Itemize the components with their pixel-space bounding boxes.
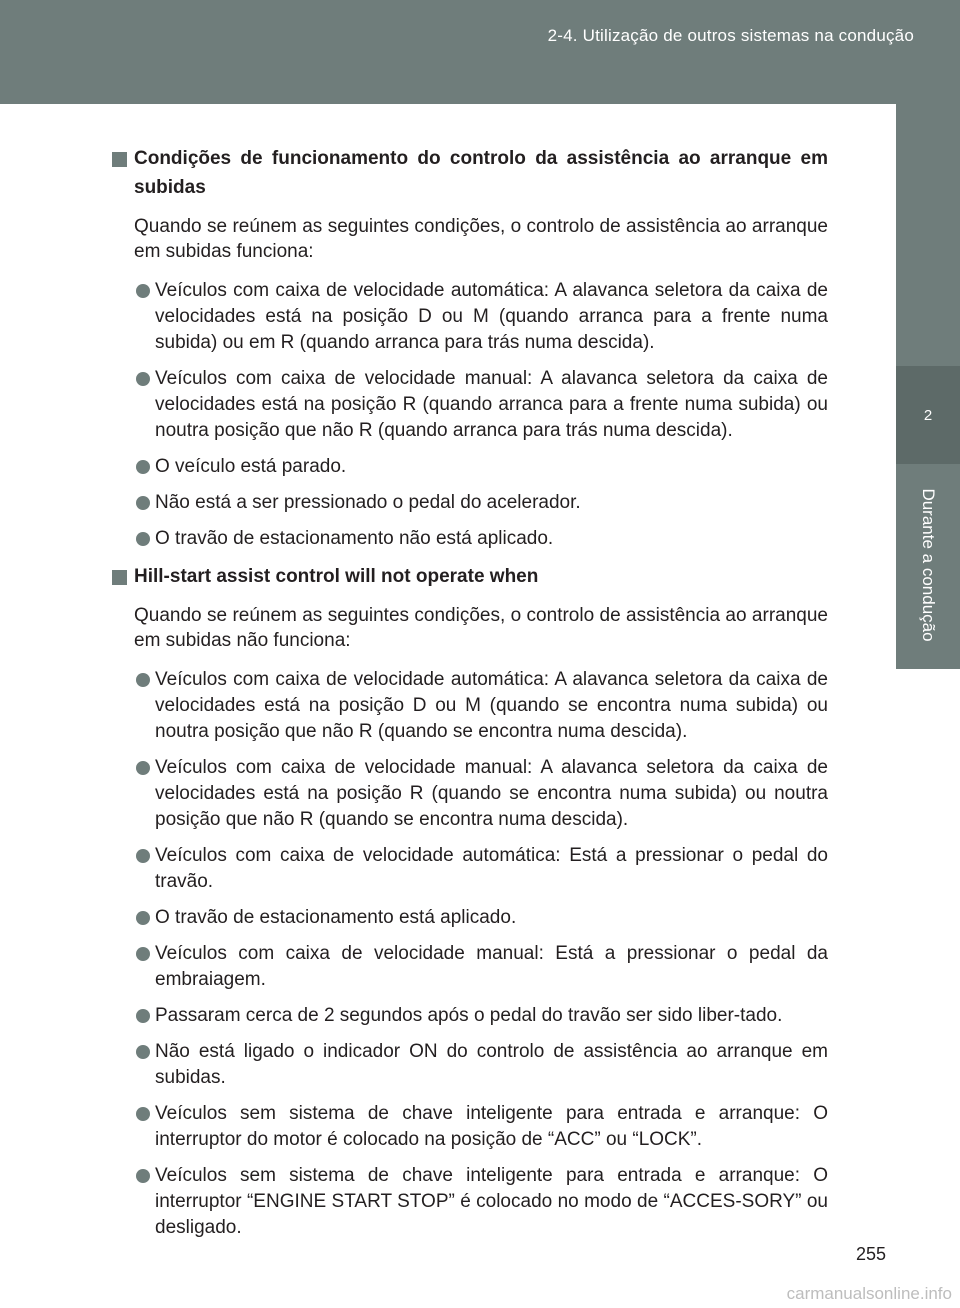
circle-bullet-icon (136, 1009, 150, 1023)
chapter-number-box (896, 366, 960, 464)
section2-list (112, 667, 828, 1241)
list-item: O travão de estacionamento está aplicado. (112, 905, 828, 931)
page-number: 255 (855, 1244, 886, 1264)
circle-bullet-icon (136, 947, 150, 961)
square-bullet-icon (112, 570, 127, 585)
page-content (112, 144, 828, 1251)
section2-intro: Quando se reúnem as seguintes condições, o controlo de assistência ao arranque em subidas não funciona: (134, 605, 828, 651)
list-item: Veículos com caixa de velocidade automática: Está a pressionar o pedal do travão. (112, 843, 828, 895)
section-title: 2-4. Utilização de outros sistemas na condução (547, 26, 914, 45)
section2-heading-text: Hill-start assist control will not operate when (134, 566, 539, 587)
circle-bullet-icon (136, 284, 150, 298)
circle-bullet-icon (136, 911, 150, 925)
list-item: O veículo está parado. (112, 454, 828, 480)
list-item: Passaram cerca de 2 segundos após o pedal do travão ser sido liber-tado. (112, 1003, 828, 1029)
watermark: carmanualsonline.info (786, 1284, 952, 1303)
list-item: O travão de estacionamento não está aplicado. (112, 526, 828, 552)
chapter-label: Durante a condução (919, 488, 938, 642)
list-item: Não está ligado o indicador ON do controlo de assistência ao arranque em subidas. (112, 1039, 828, 1091)
section1-list (112, 278, 828, 552)
list-item: Veículos com caixa de velocidade automática: A alavanca seletora da caixa de velocidades está na posição D ou M (quando arranca para a frente numa subida) ou em R (quando arranca para trás numa descida). (112, 278, 828, 356)
list-item: Não está a ser pressionado o pedal do acelerador. (112, 490, 828, 516)
section1-intro: Quando se reúnem as seguintes condições, o controlo de assistência ao arranque em subidas funciona: (134, 216, 828, 262)
list-item: Veículos com caixa de velocidade automática: A alavanca seletora da caixa de velocidades está na posição D ou M (quando se encontra numa subida) ou noutra posição que não R (quando se encontra numa descida). (112, 667, 828, 745)
section2-heading (112, 562, 828, 591)
square-bullet-icon (112, 152, 127, 167)
circle-bullet-icon (136, 761, 150, 775)
circle-bullet-icon (136, 849, 150, 863)
list-item: Veículos com caixa de velocidade manual: Está a pressionar o pedal da embraiagem. (112, 941, 828, 993)
circle-bullet-icon (136, 460, 150, 474)
list-item: Veículos sem sistema de chave inteligente para entrada e arranque: O interruptor do motor é colocado na posição de “ACC” ou “LOCK”. (112, 1101, 828, 1153)
chapter-number: 2 (923, 406, 933, 424)
circle-bullet-icon (136, 1045, 150, 1059)
circle-bullet-icon (136, 496, 150, 510)
list-item: Veículos sem sistema de chave inteligente para entrada e arranque: O interruptor “ENGINE START STOP” é colocado no modo de “ACCES-SORY” ou desligado. (112, 1163, 828, 1241)
circle-bullet-icon (136, 1107, 150, 1121)
section1-heading-text: Condições de funcionamento do controlo da assistência ao arranque em subidas (134, 148, 828, 198)
circle-bullet-icon (136, 1169, 150, 1183)
circle-bullet-icon (136, 532, 150, 546)
list-item: Veículos com caixa de velocidade manual: A alavanca seletora da caixa de velocidades está na posição R (quando se encontra numa subida) ou noutra posição que não R (quando se encontra numa descida). (112, 755, 828, 833)
circle-bullet-icon (136, 372, 150, 386)
section1-heading (112, 144, 828, 202)
circle-bullet-icon (136, 673, 150, 687)
header-band (0, 0, 960, 104)
list-item: Veículos com caixa de velocidade manual: A alavanca seletora da caixa de velocidades está na posição R (quando arranca para a frente numa subida) ou noutra posição que não R (quando arranca para trás numa descida). (112, 366, 828, 444)
